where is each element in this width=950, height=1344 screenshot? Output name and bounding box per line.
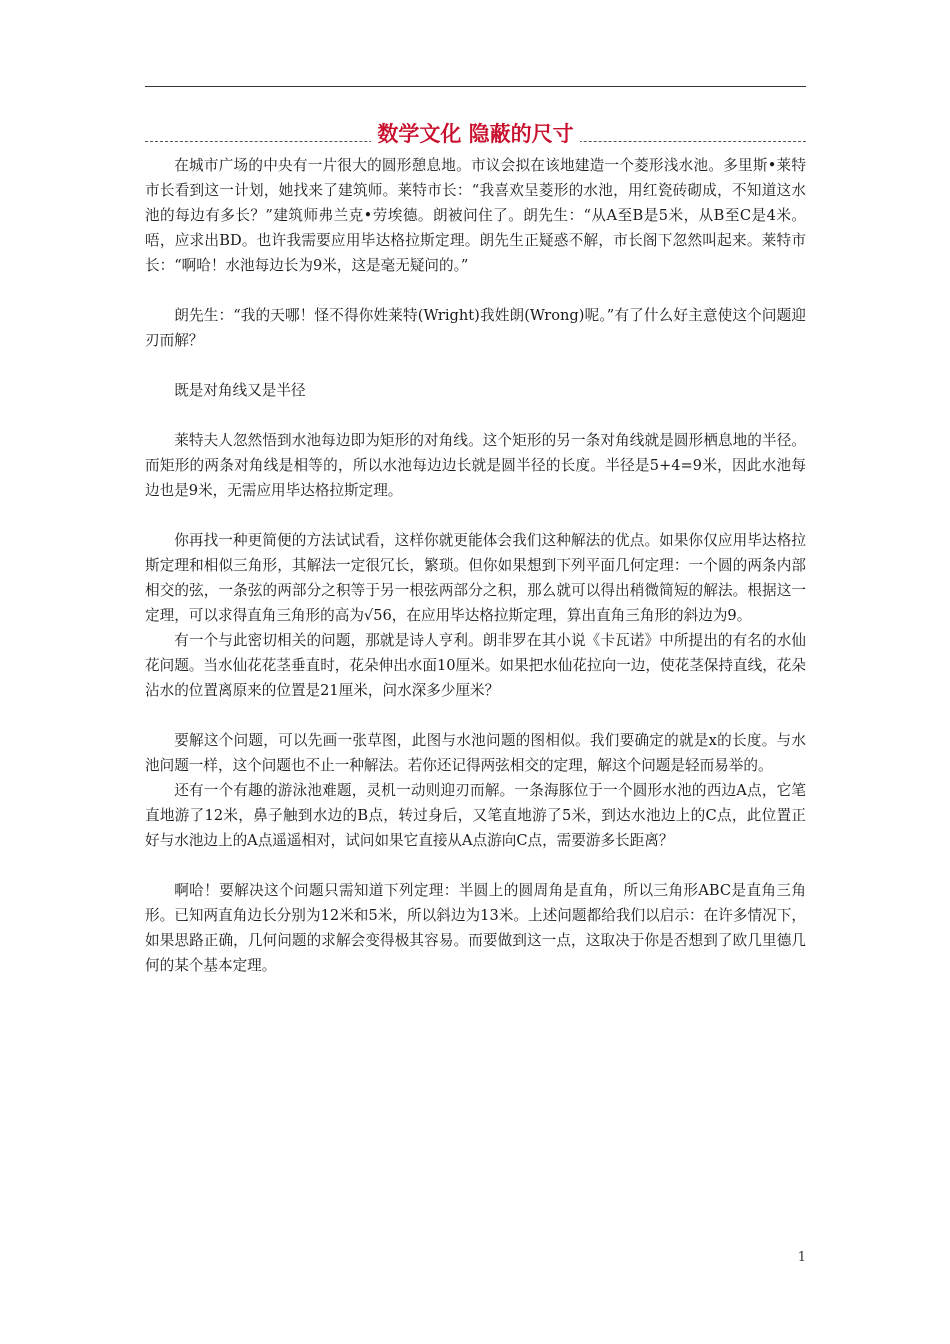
page-title-text: 数学文化 隐蔽的尺寸 [371, 122, 579, 146]
paragraph-7: 要解这个问题，可以先画一张草图，此图与水池问题的图相似。我们要确定的就是x的长度。与水池问题一样，这个问题也不止一种解法。若你还记得两弦相交的定理，解这个问题是轻而易举的。 [145, 732, 806, 774]
paragraph-1: 在城市广场的中央有一片很大的圆形憩息地。市议会拟在该地建造一个菱形浅水池。多里斯•莱特市长看到这一计划，她找来了建筑师。莱特市长：“我喜欢呈菱形的水池，用红瓷砖砌成，不知道这水池的每边有多长？”建筑师弗兰克•劳埃德。朗被问住了。朗先生：“从A至B是5米，从B至C是4米。唔，应求出BD。也许我需要应用毕达格拉斯定理。朗先生正疑惑不解，市长阁下忽然叫起来。莱特市长：“啊哈！水池每边长为9米，这是毫无疑问的。” [145, 157, 806, 274]
header-rule [145, 86, 806, 87]
paragraph-5: 你再找一种更简便的方法试试看，这样你就更能体会我们这种解法的优点。如果你仅应用毕达格拉斯定理和相似三角形，其解法一定很冗长，繁琐。但你如果想到下列平面几何定理：一个圆的两条内部相交的弦，一条弦的两部分之积等于另一根弦两部分之积，那么就可以得出稍微简短的解法。根据这一定理，可以求得直角三角形的高为√56，在应用毕达格拉斯定理，算出直角三角形的斜边为9。 [145, 532, 806, 624]
page-title [145, 120, 806, 148]
title-row [145, 120, 806, 150]
paragraph-2: 朗先生：“我的天哪！怪不得你姓莱特(Wright)我姓朗(Wrong)呢。”有了什么好主意使这个问题迎刃而解？ [145, 307, 806, 349]
article-body [145, 153, 806, 978]
paragraph-6: 有一个与此密切相关的问题，那就是诗人亨利。朗非罗在其小说《卡瓦诺》中所提出的有名的水仙花问题。当水仙花花茎垂直时，花朵伸出水面10厘米。如果把水仙花拉向一边，使花茎保持直线，花朵沾水的位置离原来的位置是21厘米，问水深多少厘米？ [145, 632, 806, 699]
page-number: 1 [797, 1250, 806, 1265]
paragraph-9: 啊哈！要解决这个问题只需知道下列定理：半圆上的圆周角是直角，所以三角形ABC是直角三角形。已知两直角边长分别为12米和5米，所以斜边为13米。上述问题都给我们以启示：在许多情况下，如果思路正确，几何问题的求解会变得极其容易。而要做到这一点，这取决于你是否想到了欧几里德几何的某个基本定理。 [145, 882, 806, 974]
paragraph-8: 还有一个有趣的游泳池难题，灵机一动则迎刃而解。一条海豚位于一个圆形水池的西边A点，它笔直地游了12米，鼻子触到水边的B点，转过身后，又笔直地游了5米，到达水池边上的C点，此位置正好与水池边上的A点遥遥相对，试问如果它直接从A点游向C点，需要游多长距离？ [145, 782, 806, 849]
paragraph-4: 莱特夫人忽然悟到水池每边即为矩形的对角线。这个矩形的另一条对角线就是圆形栖息地的半径。而矩形的两条对角线是相等的，所以水池每边边长就是圆半径的长度。半径是5+4=9米，因此水池每边也是9米，无需应用毕达格拉斯定理。 [145, 432, 806, 499]
paragraph-3-subheading: 既是对角线又是半径 [174, 382, 306, 399]
